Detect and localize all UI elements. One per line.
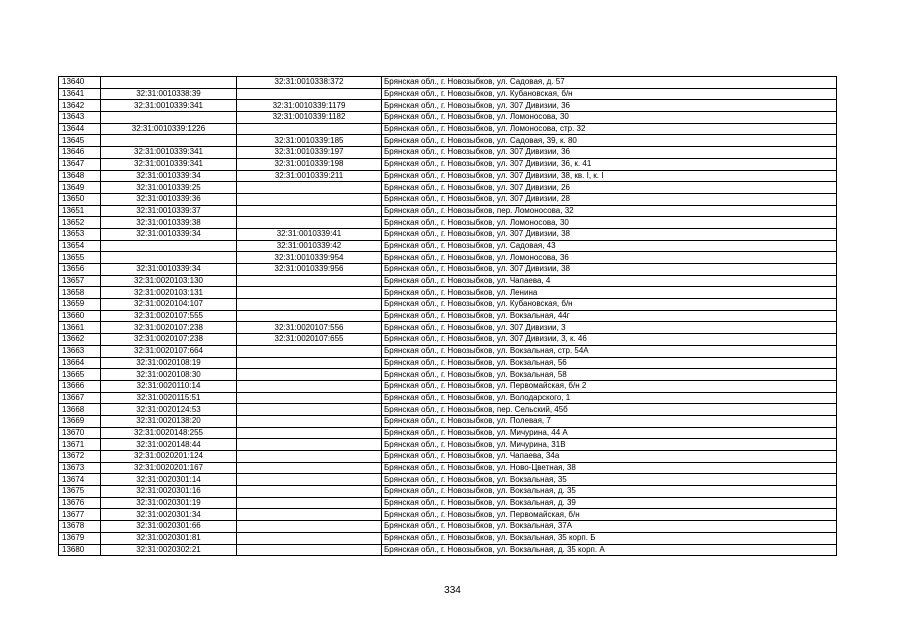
table-row [59,462,837,474]
related-cadastral-number-cell [237,217,382,229]
address-cell: Брянская обл., г. Новозыбков, ул. Вокзальная, 44г [382,310,837,322]
related-cadastral-number-cell [237,415,382,427]
related-cadastral-number-cell: 32:31:0010339:1179 [237,100,382,112]
cadastral-number-cell: 32:31:0020108:30 [101,369,237,381]
page-number: 334 [444,585,461,596]
row-number-cell: 13643 [59,112,101,124]
related-cadastral-number-cell: 32:31:0010339:1182 [237,112,382,124]
table-row [59,544,837,556]
address-cell: Брянская обл., г. Новозыбков, ул. Вокзальная, 35 корп. Б [382,532,837,544]
cadastral-number-cell: 32:31:0010339:1226 [101,123,237,135]
cadastral-number-cell: 32:31:0010339:34 [101,264,237,276]
cadastral-number-cell: 32:31:0020138:20 [101,415,237,427]
address-cell: Брянская обл., г. Новозыбков, ул. Вокзальная, 58 [382,369,837,381]
row-number-cell: 13674 [59,474,101,486]
row-number-cell: 13676 [59,497,101,509]
address-cell: Брянская обл., г. Новозыбков, ул. 307 Дивизии, 26 [382,182,837,194]
row-number-cell: 13641 [59,88,101,100]
address-cell: Брянская обл., г. Новозыбков, ул. 307 Дивизии, 36, к. 41 [382,158,837,170]
address-cell: Брянская обл., г. Новозыбков, ул. Чапаева, 4 [382,275,837,287]
cadastral-number-cell: 32:31:0010339:341 [101,100,237,112]
table-row [59,240,837,252]
related-cadastral-number-cell [237,497,382,509]
row-number-cell: 13670 [59,427,101,439]
row-number-cell: 13654 [59,240,101,252]
address-cell: Брянская обл., г. Новозыбков, пер. Сельский, 45б [382,404,837,416]
table-row [59,357,837,369]
row-number-cell: 13650 [59,193,101,205]
address-cell: Брянская обл., г. Новозыбков, ул. Мичурина, 44 А [382,427,837,439]
row-number-cell: 13640 [59,77,101,89]
row-number-cell: 13656 [59,264,101,276]
row-number-cell: 13678 [59,521,101,533]
cadastral-number-cell: 32:31:0010339:34 [101,170,237,182]
table-row [59,509,837,521]
related-cadastral-number-cell [237,532,382,544]
address-cell: Брянская обл., г. Новозыбков, ул. 307 Дивизии, 36 [382,147,837,159]
cadastral-number-cell: 32:31:0020201:124 [101,451,237,463]
row-number-cell: 13665 [59,369,101,381]
related-cadastral-number-cell: 32:31:0010339:41 [237,228,382,240]
table-row [59,322,837,334]
table-row [59,182,837,194]
cadastral-number-cell [101,135,237,147]
table-row [59,415,837,427]
row-number-cell: 13679 [59,532,101,544]
table-row [59,486,837,498]
cadastral-number-cell: 32:31:0020124:53 [101,404,237,416]
table-row [59,217,837,229]
row-number-cell: 13645 [59,135,101,147]
table-row [59,228,837,240]
row-number-cell: 13647 [59,158,101,170]
address-cell: Брянская обл., г. Новозыбков, ул. 307 Дивизии, 3, к. 46 [382,334,837,346]
related-cadastral-number-cell [237,462,382,474]
related-cadastral-number-cell [237,287,382,299]
related-cadastral-number-cell [237,205,382,217]
address-cell: Брянская обл., г. Новозыбков, ул. Ломоносова, 36 [382,252,837,264]
address-cell: Брянская обл., г. Новозыбков, ул. Вокзальная, д. 39 [382,497,837,509]
related-cadastral-number-cell [237,310,382,322]
table-row [59,532,837,544]
cadastral-number-cell: 32:31:0010339:38 [101,217,237,229]
cadastral-number-cell: 32:31:0020301:16 [101,486,237,498]
cadastral-number-cell: 32:31:0020107:238 [101,322,237,334]
table-row [59,88,837,100]
address-cell: Брянская обл., г. Новозыбков, ул. 307 Дивизии, 38, кв. I, к. I [382,170,837,182]
related-cadastral-number-cell [237,299,382,311]
table-row [59,264,837,276]
row-number-cell: 13655 [59,252,101,264]
address-cell: Брянская обл., г. Новозыбков, ул. Первомайская, б/н [382,509,837,521]
table-row [59,427,837,439]
related-cadastral-number-cell [237,404,382,416]
cadastral-number-cell: 32:31:0020302:21 [101,544,237,556]
table-row [59,299,837,311]
related-cadastral-number-cell [237,427,382,439]
table-row [59,135,837,147]
table-row [59,123,837,135]
address-cell: Брянская обл., г. Новозыбков, ул. Вокзальная, 37А [382,521,837,533]
row-number-cell: 13659 [59,299,101,311]
cadastral-number-cell: 32:31:0020148:255 [101,427,237,439]
address-cell: Брянская обл., г. Новозыбков, ул. Вокзальная, стр. 54А [382,345,837,357]
address-cell: Брянская обл., г. Новозыбков, ул. Володарского, 1 [382,392,837,404]
related-cadastral-number-cell: 32:31:0010339:197 [237,147,382,159]
related-cadastral-number-cell: 32:31:0010339:956 [237,264,382,276]
table-row [59,252,837,264]
cadastral-number-cell: 32:31:0010339:36 [101,193,237,205]
cadastral-number-cell: 32:31:0020148:44 [101,439,237,451]
address-cell: Брянская обл., г. Новозыбков, ул. 307 Дивизии, 36 [382,100,837,112]
address-cell: Брянская обл., г. Новозыбков, ул. 307 Дивизии, 38 [382,228,837,240]
related-cadastral-number-cell: 32:31:0010339:954 [237,252,382,264]
table-row [59,439,837,451]
cadastral-number-cell: 32:31:0020107:238 [101,334,237,346]
row-number-cell: 13649 [59,182,101,194]
cadastral-number-cell: 32:31:0010339:25 [101,182,237,194]
address-cell: Брянская обл., г. Новозыбков, ул. Вокзальная, 35 [382,474,837,486]
row-number-cell: 13669 [59,415,101,427]
address-cell: Брянская обл., г. Новозыбков, ул. Вокзальная, 56 [382,357,837,369]
row-number-cell: 13661 [59,322,101,334]
table-row [59,77,837,89]
row-number-cell: 13668 [59,404,101,416]
cadastral-number-cell: 32:31:0020107:555 [101,310,237,322]
table-row [59,205,837,217]
address-cell: Брянская обл., г. Новозыбков, ул. 307 Дивизии, 38 [382,264,837,276]
related-cadastral-number-cell [237,521,382,533]
cadastral-number-cell: 32:31:0020110:14 [101,380,237,392]
related-cadastral-number-cell [237,369,382,381]
related-cadastral-number-cell: 32:31:0010339:185 [237,135,382,147]
related-cadastral-number-cell: 32:31:0010338:372 [237,77,382,89]
cadastral-number-cell: 32:31:0020301:34 [101,509,237,521]
row-number-cell: 13666 [59,380,101,392]
address-cell: Брянская обл., г. Новозыбков, пер. Ломоносова, 32 [382,205,837,217]
cadastral-number-cell: 32:31:0020301:81 [101,532,237,544]
table-row [59,193,837,205]
address-cell: Брянская обл., г. Новозыбков, ул. Ломоносова, стр. 32 [382,123,837,135]
address-cell: Брянская обл., г. Новозыбков, ул. Садовая, 39, к. 80 [382,135,837,147]
cadastral-table-body [59,77,837,556]
cadastral-number-cell: 32:31:0020103:130 [101,275,237,287]
address-cell: Брянская обл., г. Новозыбков, ул. Ленина [382,287,837,299]
table-row [59,158,837,170]
cadastral-number-cell: 32:31:0010339:341 [101,147,237,159]
address-cell: Брянская обл., г. Новозыбков, ул. Садовая, 43 [382,240,837,252]
related-cadastral-number-cell [237,380,382,392]
address-cell: Брянская обл., г. Новозыбков, ул. Мичурина, 31В [382,439,837,451]
table-row [59,474,837,486]
cadastral-table [58,76,837,556]
address-cell: Брянская обл., г. Новозыбков, ул. Вокзальная, д. 35 корп. А [382,544,837,556]
row-number-cell: 13646 [59,147,101,159]
row-number-cell: 13680 [59,544,101,556]
row-number-cell: 13675 [59,486,101,498]
row-number-cell: 13648 [59,170,101,182]
related-cadastral-number-cell [237,357,382,369]
table-row [59,310,837,322]
related-cadastral-number-cell [237,509,382,521]
related-cadastral-number-cell [237,544,382,556]
row-number-cell: 13663 [59,345,101,357]
cadastral-number-cell: 32:31:0020115:51 [101,392,237,404]
table-row [59,170,837,182]
address-cell: Брянская обл., г. Новозыбков, ул. Кубановская, б/н [382,299,837,311]
related-cadastral-number-cell: 32:31:0020107:655 [237,334,382,346]
row-number-cell: 13673 [59,462,101,474]
cadastral-number-cell: 32:31:0010339:34 [101,228,237,240]
related-cadastral-number-cell [237,193,382,205]
table-row [59,380,837,392]
address-cell: Брянская обл., г. Новозыбков, ул. 307 Дивизии, 3 [382,322,837,334]
related-cadastral-number-cell: 32:31:0010339:198 [237,158,382,170]
row-number-cell: 13677 [59,509,101,521]
address-cell: Брянская обл., г. Новозыбков, ул. Чапаева, 34а [382,451,837,463]
address-cell: Брянская обл., г. Новозыбков, ул. 307 Дивизии, 28 [382,193,837,205]
cadastral-number-cell [101,112,237,124]
related-cadastral-number-cell [237,486,382,498]
cadastral-number-cell [101,77,237,89]
row-number-cell: 13652 [59,217,101,229]
related-cadastral-number-cell [237,392,382,404]
row-number-cell: 13642 [59,100,101,112]
row-number-cell: 13644 [59,123,101,135]
table-row [59,497,837,509]
table-row [59,404,837,416]
row-number-cell: 13653 [59,228,101,240]
related-cadastral-number-cell [237,88,382,100]
row-number-cell: 13664 [59,357,101,369]
address-cell: Брянская обл., г. Новозыбков, ул. Первомайская, б/н 2 [382,380,837,392]
table-row [59,392,837,404]
address-cell: Брянская обл., г. Новозыбков, ул. Ново-Цветная, 38 [382,462,837,474]
cadastral-number-cell: 32:31:0020108:19 [101,357,237,369]
cadastral-number-cell: 32:31:0020201:167 [101,462,237,474]
cadastral-number-cell: 32:31:0010338:39 [101,88,237,100]
address-cell: Брянская обл., г. Новозыбков, ул. Садовая, д. 57 [382,77,837,89]
table-row [59,334,837,346]
cadastral-number-cell: 32:31:0020104:107 [101,299,237,311]
related-cadastral-number-cell [237,451,382,463]
table-row [59,369,837,381]
cadastral-number-cell: 32:31:0020301:19 [101,497,237,509]
related-cadastral-number-cell [237,474,382,486]
table-row [59,147,837,159]
address-cell: Брянская обл., г. Новозыбков, ул. Полевая, 7 [382,415,837,427]
related-cadastral-number-cell: 32:31:0020107:556 [237,322,382,334]
related-cadastral-number-cell: 32:31:0010339:42 [237,240,382,252]
address-cell: Брянская обл., г. Новозыбков, ул. Кубановская, б/н [382,88,837,100]
table-row [59,275,837,287]
related-cadastral-number-cell: 32:31:0010339:211 [237,170,382,182]
address-cell: Брянская обл., г. Новозыбков, ул. Ломоносова, 30 [382,112,837,124]
related-cadastral-number-cell [237,123,382,135]
cadastral-number-cell: 32:31:0020301:14 [101,474,237,486]
cadastral-number-cell: 32:31:0010339:341 [101,158,237,170]
table-row [59,345,837,357]
related-cadastral-number-cell [237,345,382,357]
cadastral-number-cell: 32:31:0010339:37 [101,205,237,217]
cadastral-number-cell: 32:31:0020103:131 [101,287,237,299]
related-cadastral-number-cell [237,182,382,194]
row-number-cell: 13657 [59,275,101,287]
row-number-cell: 13671 [59,439,101,451]
row-number-cell: 13662 [59,334,101,346]
row-number-cell: 13658 [59,287,101,299]
table-row [59,100,837,112]
cadastral-number-cell [101,252,237,264]
related-cadastral-number-cell [237,275,382,287]
row-number-cell: 13660 [59,310,101,322]
table-row [59,451,837,463]
address-cell: Брянская обл., г. Новозыбков, ул. Вокзальная, д. 35 [382,486,837,498]
cadastral-number-cell: 32:31:0020301:66 [101,521,237,533]
row-number-cell: 13651 [59,205,101,217]
address-cell: Брянская обл., г. Новозыбков, ул. Ломоносова, 30 [382,217,837,229]
cadastral-number-cell: 32:31:0020107:664 [101,345,237,357]
row-number-cell: 13672 [59,451,101,463]
table-row [59,287,837,299]
related-cadastral-number-cell [237,439,382,451]
table-row [59,521,837,533]
cadastral-number-cell [101,240,237,252]
row-number-cell: 13667 [59,392,101,404]
table-row [59,112,837,124]
